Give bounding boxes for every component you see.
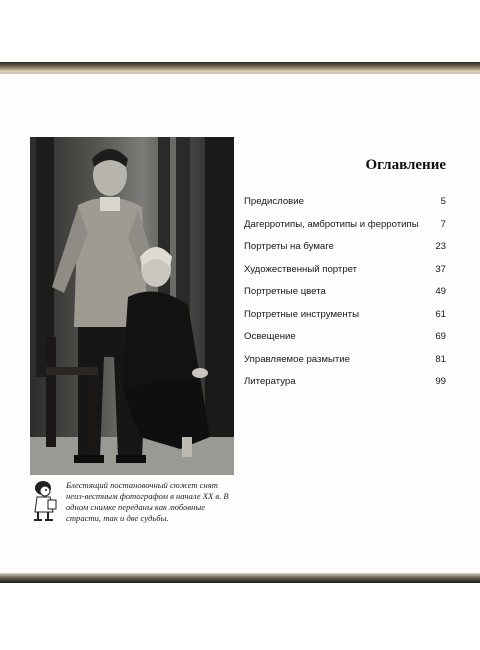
toc-entry-page: 61 [435,308,446,320]
toc-entry[interactable] [244,354,446,377]
vintage-photograph [30,137,234,475]
toc-entry-label: Художественный портрет [244,263,358,275]
toc-title: Оглавление [365,157,446,173]
toc-entry-label: Дагерротипы, амбротипы и ферротипы [244,218,419,230]
toc-entry-page: 49 [435,286,446,297]
toc-entry-label: Портретные цвета [244,286,326,297]
book-bottom-edge [0,573,480,583]
toc-entry[interactable] [244,331,446,354]
toc-entry-label: Литература [244,376,296,387]
photo-caption: Блестящий постановочный сюжет снят неиз-вестным фотографом в начале XX в. В одном снимке переданы как любовные страсти, так и две судьбы. [66,480,229,523]
toc-entry-page: 81 [435,353,446,365]
toc-entry-label: Освещение [244,331,296,342]
toc-entry-label: Предисловие [244,196,304,207]
toc-entry-page: 5 [440,196,446,207]
cartoon-figure-icon [30,480,60,522]
toc-entry-label: Портретные инструменты [244,308,359,320]
toc-entry-label: Портреты на бумаге [244,241,334,252]
toc-entry[interactable] [244,286,446,309]
table-of-contents [244,196,446,399]
toc-entry-page: 7 [440,218,446,230]
toc-entry[interactable] [244,241,446,264]
toc-entry[interactable] [244,196,446,219]
toc-entry-label: Управляемое размытие [244,353,351,365]
toc-entry[interactable] [244,264,446,287]
book-top-edge [0,62,480,72]
toc-entry-page: 69 [435,331,446,342]
toc-entry-page: 37 [435,263,446,275]
toc-entry-page: 99 [435,376,446,387]
toc-entry-page: 23 [435,241,446,252]
toc-entry[interactable] [244,376,446,399]
toc-entry[interactable] [244,219,446,242]
toc-entry[interactable] [244,309,446,332]
